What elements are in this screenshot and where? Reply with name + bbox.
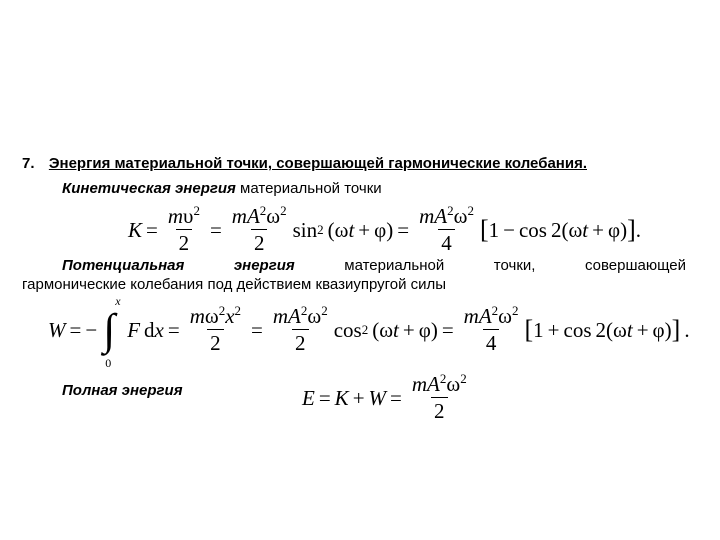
symbol-K: K xyxy=(128,217,143,242)
equals-sign: = xyxy=(209,217,222,242)
text-word: совершающей xyxy=(584,257,686,274)
fraction-mA2w2-over-2: $\frac{mA^2\omega^2}{2}$ xyxy=(272,303,328,355)
symbol-W: W xyxy=(48,317,66,342)
fraction-mA2w2-over-4: $\frac{mA^2\omega^2}{4}$ xyxy=(419,203,474,255)
equals-sign: = xyxy=(69,317,82,342)
potential-energy-word: энергия xyxy=(233,257,295,274)
potential-energy-label: Потенциальная xyxy=(62,257,185,274)
equals-sign: = xyxy=(318,385,331,410)
fraction-mv2-over-2: $\frac{m\upsilon^2}{2}$ xyxy=(167,203,200,255)
sin-function: sin xyxy=(292,217,318,242)
equals-sign: = xyxy=(397,217,410,242)
integral-sign: ∫ x 0 xyxy=(103,294,121,370)
fraction-mA2w2-over-2: $\frac{mA^2\omega^2}{2}$ xyxy=(231,203,287,255)
fraction-mw2x2-over-2: $\frac{m\omega^2x^2}{2}$ xyxy=(189,303,242,355)
minus-sign: − xyxy=(85,317,98,342)
fraction-mA2w2-over-4: $\frac{mA^2\omega^2}{4}$ xyxy=(463,303,519,355)
potential-energy-line2: гармонические колебания под действием квазиупругой силы xyxy=(22,276,447,293)
section-title: Энергия материальной точки, совершающей гармонические колебания. xyxy=(48,155,587,172)
equals-sign: = xyxy=(167,317,180,342)
text-word: материальной xyxy=(344,257,445,274)
kinetic-energy-caption xyxy=(62,180,382,197)
total-energy-formula: E = K + W = $\frac{mA^2\omega^2}{2}$ xyxy=(302,366,473,430)
equals-sign: = xyxy=(251,317,263,342)
equals-sign: = xyxy=(146,217,158,242)
section-heading xyxy=(22,155,587,172)
kinetic-energy-label: Кинетическая энергия xyxy=(62,180,236,197)
equals-sign: = xyxy=(441,317,454,342)
potential-energy-formula: W = − ∫ x 0 F d x = $\frac{m\omega^2x^2}{2}$ = $\frac{mA^2\omega^2}{2}$ cos 2 ( ω t + φ ) = $\frac{mA^2\omega^2}{4}$ [ 1 + cos 2 ( ω t + φ ) ] . xyxy=(48,294,690,370)
symbol-E: E xyxy=(302,385,315,410)
kinetic-energy-rest: материальной точки xyxy=(235,180,382,197)
cos-function: cos xyxy=(333,317,362,342)
section-number: 7. xyxy=(22,155,35,172)
potential-energy-line1 xyxy=(62,257,686,274)
equals-sign: = xyxy=(390,385,402,410)
kinetic-energy-formula: K = $\frac{m\upsilon^2}{2}$ = $\frac{mA^2\omega^2}{2}$ sin 2 ( ω t + φ ) = $\frac{mA^2\omega^2}{4}$ [ 1 − cos 2 ( ω t + φ ) ] . xyxy=(128,203,642,255)
text-word: точки, xyxy=(493,257,536,274)
total-energy-label: Полная энергия xyxy=(62,382,183,399)
fraction-mA2w2-over-2: $\frac{mA^2\omega^2}{2}$ xyxy=(411,371,467,423)
